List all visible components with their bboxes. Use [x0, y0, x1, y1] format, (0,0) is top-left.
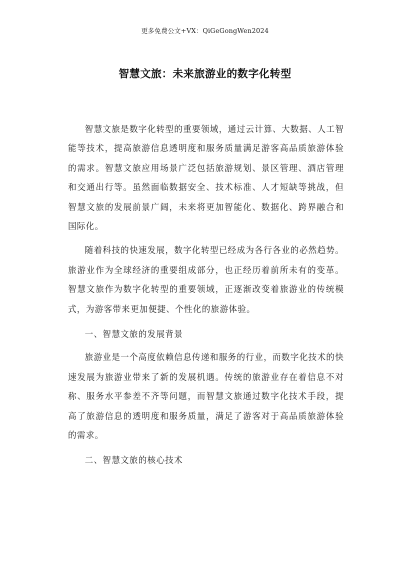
document-title: 智慧文旅：未来旅游业的数字化转型 [118, 68, 292, 80]
document-body [68, 120, 344, 470]
section-heading-2: 二、智慧文旅的核心技术 [84, 454, 183, 465]
paragraph-section-1: 旅游业是一个高度依赖信息传递和服务的行业，而数字化技术的快速发展为旅游业带来了新的发展机遇。传统的旅游业存在着信息不对称、服务水平参差不齐等问题，而智慧文旅通过数字化技术手段，提高了旅游信息的透明度和服务质量，满足了游客对于高品质旅游体验的需求。 [68, 352, 344, 441]
paragraph-background: 随着科技的快速发展，数字化转型已经成为各行各业的必然趋势。旅游业作为全球经济的重要组成部分，也正经历着前所未有的变革。智慧文旅作为数字化转型的重要领域，正逐渐改变着旅游业的传统模式，为游客带来更加便捷、个性化的旅游体验。 [68, 245, 344, 314]
paragraph-intro: 智慧文旅是数字化转型的重要领域，通过云计算、大数据、人工智能等技术，提高旅游信息透明度和服务质量满足游客高品质旅游体验的需求。智慧文旅应用场景广泛包括旅游规划、景区管理、酒店管理和交通出行等。虽然面临数据安全、技术标准、人才短缺等挑战，但智慧文旅的发展前景广阔，未来将更加智能化、数据化、跨界融合和国际化。 [68, 124, 344, 232]
header-note: 更多免费公文+VX：QiGeGongWen2024 [141, 27, 269, 35]
section-heading-1: 一、智慧文旅的发展背景 [84, 329, 183, 340]
